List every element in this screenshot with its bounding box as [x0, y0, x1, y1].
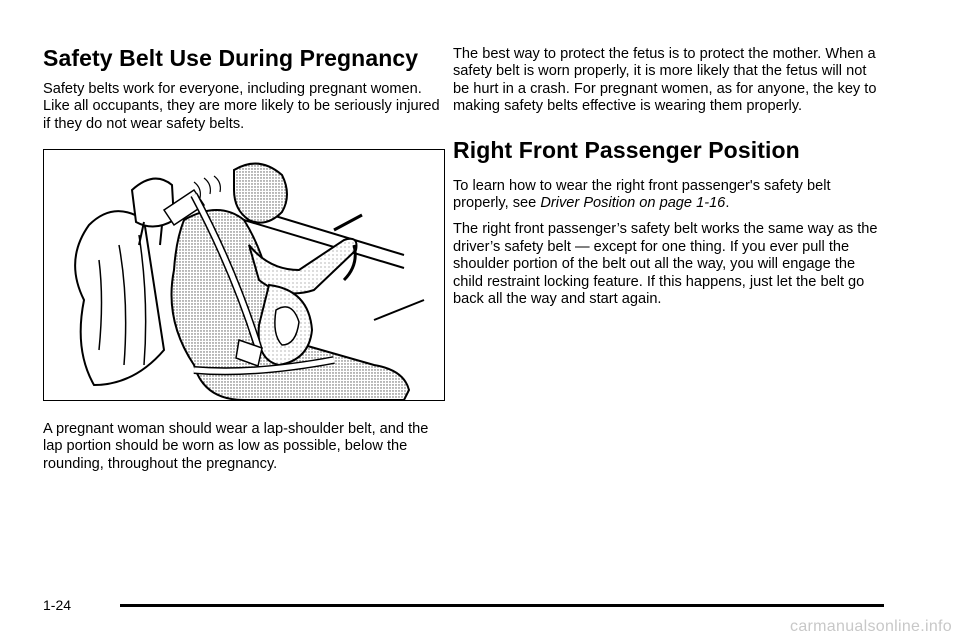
- illustration-caption: A pregnant woman should wear a lap-shoulder belt, and the lap portion should be worn as low as possible, below the rounding, throughout the pregnancy.: [43, 421, 429, 472]
- passenger-belt-paragraph: The right front passenger’s safety belt works the same way as the driver’s safety belt — except for one thing. If you ever pull the shoulder portion of the belt out all the way, you will engage the child restraint locking feature. If this happens, just let the belt go back all the way and start again.: [453, 221, 878, 308]
- driver-position-link[interactable]: Driver Position on page 1-16: [540, 195, 726, 212]
- footer-rule: [120, 604, 884, 607]
- learn-more-paragraph: [453, 178, 883, 213]
- page-number: 1-24: [43, 597, 72, 613]
- section-heading-pregnancy: Safety Belt Use During Pregnancy: [43, 45, 419, 71]
- intro-paragraph: Safety belts work for everyone, including pregnant women. Like all occupants, they are more likely to be seriously injured if they do not wear safety belts.: [43, 81, 440, 132]
- illustration-drawing: [44, 150, 444, 400]
- learn-more-period: .: [725, 195, 730, 212]
- illustration-caption-block: [43, 421, 451, 482]
- protect-mother-paragraph: The best way to protect the fetus is to protect the mother. When a safety belt is worn properly, it is more likely that the fetus will not be hurt in a crash. For pregnant women, as for anyone, the key to making safety belts effective is wearing them properly.: [453, 46, 877, 115]
- left-column: [43, 44, 447, 142]
- watermark: carmanualsonline.info: [790, 618, 952, 635]
- right-column: [453, 44, 883, 317]
- learn-more-text: To learn how to wear the right front passenger's safety belt properly, see: [453, 177, 831, 212]
- pregnancy-seatbelt-illustration: [43, 149, 445, 401]
- section-heading-right-front-passenger: Right Front Passenger Position: [453, 136, 800, 163]
